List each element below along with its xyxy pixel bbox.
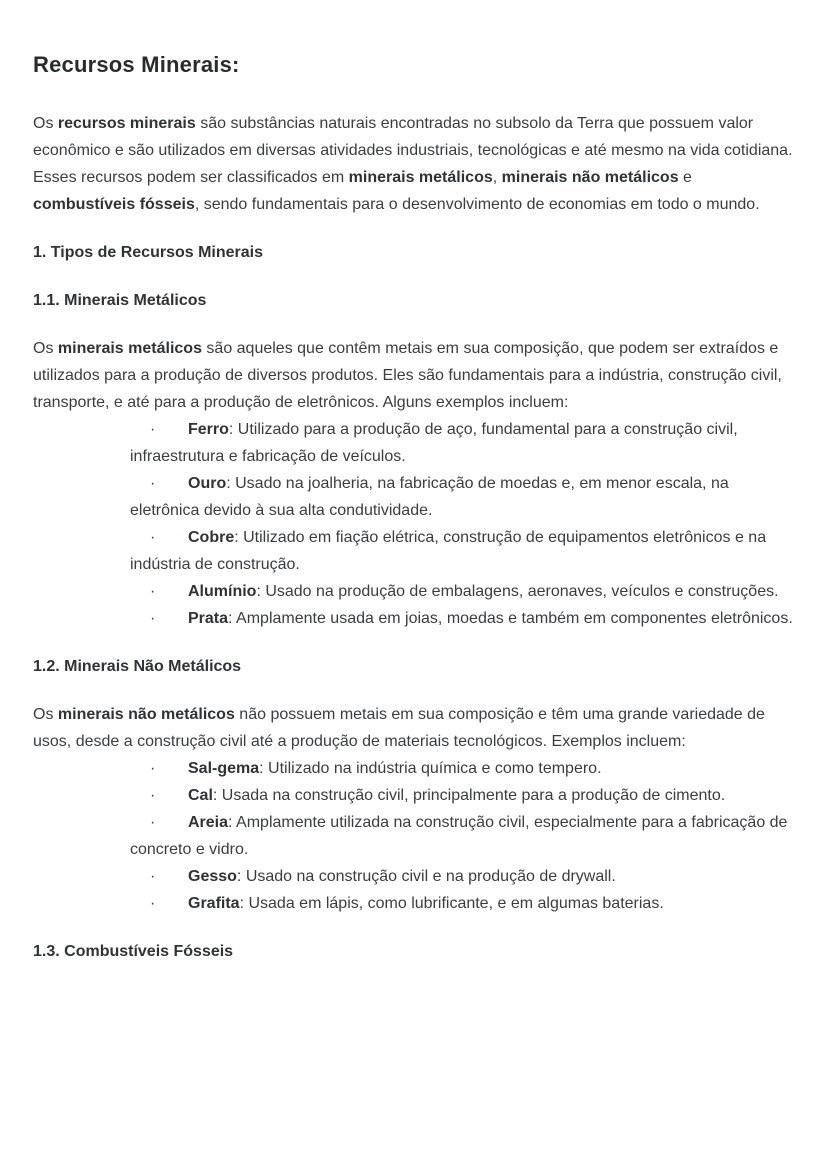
list-item-aluminio <box>33 578 795 605</box>
section-heading-minerais-metalicos: 1.1. Minerais Metálicos <box>33 292 207 309</box>
list-term: Cobre <box>188 529 235 546</box>
list-term: Grafita <box>188 895 240 912</box>
list-item-areia <box>33 809 795 863</box>
text-run: não possuem metais em sua composição e têm uma grande variedade de usos, desde a construção civil até a produção de materiais tecnológicos. Exemplos incluem: <box>33 706 765 750</box>
intro-paragraph <box>33 110 795 218</box>
bullet-icon: · <box>150 475 156 492</box>
bullet-icon: · <box>150 529 156 546</box>
list-desc: : Usado na joalheria, na fabricação de moedas e, em menor escala, na eletrônica devido à sua alta condutividade. <box>130 475 729 519</box>
list-term: Cal <box>188 787 213 804</box>
document-title: Recursos Minerais: <box>33 52 240 77</box>
bullet-icon: · <box>150 787 156 804</box>
bullet-icon: · <box>150 610 156 627</box>
list-desc: : Amplamente usada em joias, moedas e também em componentes eletrônicos. <box>228 610 793 627</box>
bullet-icon: · <box>150 760 156 777</box>
list-item-prata <box>33 605 795 632</box>
list-desc: : Utilizado para a produção de aço, fundamental para a construção civil, infraestrutura e fabricação de veículos. <box>130 421 738 465</box>
bullet-icon: · <box>150 421 156 438</box>
bullet-icon: · <box>150 814 156 831</box>
list-item-ferro <box>33 416 795 470</box>
bullet-icon: · <box>150 868 156 885</box>
bullet-icon: · <box>150 583 156 600</box>
bold-term: minerais metálicos <box>348 169 493 186</box>
bold-term: combustíveis fósseis <box>33 196 195 213</box>
text-run: são substâncias naturais encontradas no subsolo da Terra que possuem valor econômico e são utilizados em diversas atividades industriais, tecnológicas e até mesmo na vida cotidiana. Esses recursos podem ser classificados em <box>33 115 793 186</box>
list-desc: : Usada na construção civil, principalmente para a produção de cimento. <box>212 787 726 804</box>
bold-term: minerais não metálicos <box>501 169 679 186</box>
list-item-cal <box>33 782 795 809</box>
list-term: Ouro <box>188 475 227 492</box>
list-desc: : Utilizado em fiação elétrica, construção de equipamentos eletrônicos e na indústria de construção. <box>130 529 767 573</box>
list-item-cobre <box>33 524 795 578</box>
list-term: Ferro <box>188 421 229 438</box>
text-run: são aqueles que contêm metais em sua composição, que podem ser extraídos e utilizados para a produção de diversos produtos. Eles são fundamentais para a indústria, construção civil, transporte, e até para a produção de eletrônicos. Alguns exemplos incluem: <box>33 340 782 411</box>
text-run: , <box>492 169 502 186</box>
text-run: Os <box>33 706 58 723</box>
non-metallic-minerals-list <box>33 755 795 917</box>
text-run: , sendo fundamentais para o desenvolvimento de economias em todo o mundo. <box>194 196 760 213</box>
text-run: e <box>678 169 692 186</box>
section-heading-minerais-nao-metalicos: 1.2. Minerais Não Metálicos <box>33 658 242 675</box>
metallic-intro-paragraph <box>33 335 795 416</box>
section-heading-combustiveis-fosseis: 1.3. Combustíveis Fósseis <box>33 943 234 960</box>
list-term: Sal-gema <box>188 760 260 777</box>
list-item-sal-gema <box>33 755 795 782</box>
bold-term: recursos minerais <box>57 115 196 132</box>
non-metallic-intro-paragraph <box>33 701 795 755</box>
list-item-gesso <box>33 863 795 890</box>
list-desc: : Usado na produção de embalagens, aeronaves, veículos e construções. <box>256 583 779 600</box>
list-desc: : Usada em lápis, como lubrificante, e em algumas baterias. <box>239 895 664 912</box>
list-term: Alumínio <box>188 583 257 600</box>
list-term: Areia <box>188 814 229 831</box>
text-run: Os <box>33 115 58 132</box>
metallic-minerals-list <box>33 416 795 632</box>
list-desc: : Usado na construção civil e na produção de drywall. <box>236 868 616 885</box>
list-term: Prata <box>188 610 229 627</box>
list-desc: : Amplamente utilizada na construção civil, especialmente para a fabricação de concreto e vidro. <box>130 814 788 858</box>
bold-term: minerais não metálicos <box>57 706 235 723</box>
text-run: Os <box>33 340 58 357</box>
list-term: Gesso <box>188 868 237 885</box>
bullet-icon: · <box>150 895 156 912</box>
list-item-ouro <box>33 470 795 524</box>
list-item-grafita <box>33 890 795 917</box>
list-desc: : Utilizado na indústria química e como tempero. <box>259 760 602 777</box>
section-heading-tipos: 1. Tipos de Recursos Minerais <box>33 244 264 261</box>
bold-term: minerais metálicos <box>57 340 202 357</box>
